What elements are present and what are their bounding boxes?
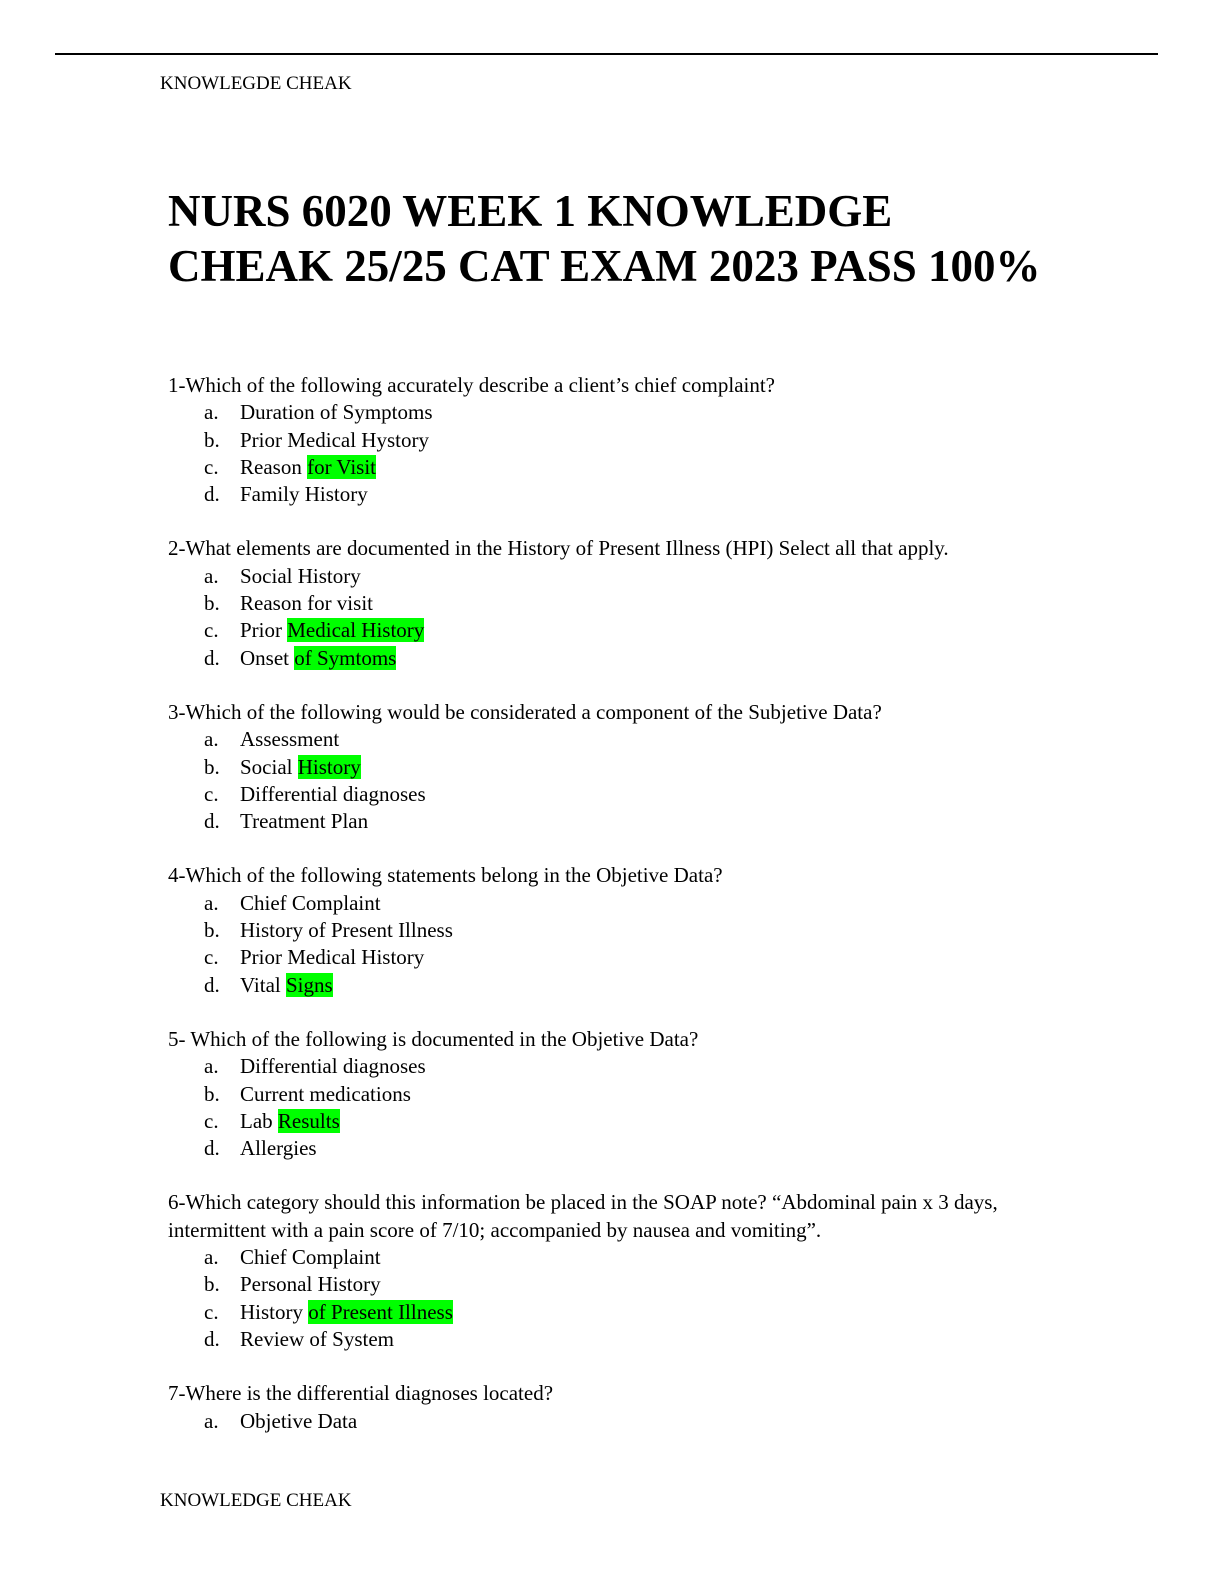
option-item — [168, 1408, 1048, 1435]
option-text: Objetive Data — [240, 1408, 358, 1433]
option-item — [168, 1326, 1048, 1353]
option-letter: b. — [204, 427, 220, 452]
option-item — [168, 1299, 1048, 1326]
top-rule — [55, 53, 1158, 55]
question-text: 7-Where is the differential diagnoses located? — [168, 1381, 554, 1406]
option-letter: a. — [204, 1245, 219, 1270]
option-letter: b. — [204, 754, 220, 779]
option-text: Prior — [240, 618, 288, 643]
option-text: Reason for visit — [240, 591, 373, 616]
option-text: Prior Medical History — [240, 945, 425, 970]
option-item — [168, 427, 1048, 454]
option-item — [168, 726, 1048, 753]
question-list — [168, 372, 1048, 1435]
option-letter: a. — [204, 890, 219, 915]
option-item — [168, 1271, 1048, 1298]
question-6 — [168, 1189, 1048, 1353]
option-item — [168, 1108, 1048, 1135]
option-text: Family History — [240, 482, 368, 507]
option-text: Chief Complaint — [240, 1245, 381, 1270]
question-7 — [168, 1380, 1048, 1435]
option-letter: a. — [204, 727, 219, 752]
question-text: 2-What elements are documented in the History of Present Illness (HPI) Select all that apply. — [168, 536, 949, 561]
option-letter: a. — [204, 1408, 219, 1433]
option-letter: a. — [204, 400, 219, 425]
option-letter: b. — [204, 1081, 220, 1106]
option-text: Onset — [240, 645, 295, 670]
option-letter: d. — [204, 645, 220, 670]
option-letter: c. — [204, 618, 219, 643]
option-letter: c. — [204, 1299, 219, 1324]
option-text: History of Present Illness — [240, 918, 453, 943]
option-item — [168, 590, 1048, 617]
option-letter: b. — [204, 1272, 220, 1297]
option-list — [168, 563, 1048, 672]
page-footer: KNOWLEDGE CHEAK — [160, 1490, 352, 1511]
option-text: Review of System — [240, 1326, 394, 1351]
option-letter: d. — [204, 809, 220, 834]
option-item — [168, 1135, 1048, 1162]
question-2 — [168, 535, 1048, 671]
question-text: 6-Which category should this information be placed in the SOAP note? “Abdominal pain x 3 days, intermittent with a pain score of 7/10; accompanied by nausea and vomiting”. — [168, 1190, 998, 1242]
option-letter: c. — [204, 781, 219, 806]
option-letter: d. — [204, 1136, 220, 1161]
option-item — [168, 454, 1048, 481]
option-item — [168, 944, 1048, 971]
option-text: History — [240, 1299, 309, 1324]
option-text: Social History — [240, 563, 361, 588]
option-text: Current medications — [240, 1081, 411, 1106]
question-3 — [168, 699, 1048, 835]
option-item — [168, 617, 1048, 644]
option-item — [168, 754, 1048, 781]
question-text: 1-Which of the following accurately describe a client’s chief complaint? — [168, 373, 776, 397]
option-letter: a. — [204, 1054, 219, 1079]
option-item — [168, 917, 1048, 944]
option-list — [168, 1244, 1048, 1353]
option-item — [168, 481, 1048, 508]
option-text: Social — [240, 754, 298, 779]
option-item — [168, 808, 1048, 835]
option-text: Vital — [240, 972, 286, 997]
option-letter: d. — [204, 972, 220, 997]
option-item — [168, 1244, 1048, 1271]
option-list — [168, 726, 1048, 835]
highlighted-answer: History — [297, 754, 361, 779]
option-letter: b. — [204, 591, 220, 616]
question-text: 5- Which of the following is documented in the Objetive Data? — [168, 1026, 699, 1051]
option-item — [168, 563, 1048, 590]
option-text: Prior Medical Hystory — [240, 427, 429, 452]
highlighted-answer: for Visit — [307, 454, 377, 479]
question-5 — [168, 1026, 1048, 1162]
option-letter: a. — [204, 563, 219, 588]
document-title: NURS 6020 WEEK 1 KNOWLEDGE CHEAK 25/25 CAT EXAM 2023 PASS 100% — [168, 186, 1041, 291]
option-text: Allergies — [240, 1136, 317, 1161]
option-text: Differential diagnoses — [240, 781, 426, 806]
highlighted-answer: of Symtoms — [294, 645, 397, 670]
option-letter: c. — [204, 945, 219, 970]
option-letter: b. — [204, 918, 220, 943]
option-letter: d. — [204, 1326, 220, 1351]
highlighted-answer: Medical History — [287, 618, 425, 643]
option-list — [168, 890, 1048, 999]
option-item — [168, 781, 1048, 808]
question-text: 3-Which of the following would be considerated a component of the Subjetive Data? — [168, 699, 882, 724]
option-list — [168, 1053, 1048, 1162]
highlighted-answer: Signs — [285, 972, 333, 997]
question-1 — [168, 372, 1048, 508]
option-text: Reason — [240, 454, 308, 479]
option-item — [168, 1081, 1048, 1108]
option-letter: c. — [204, 454, 219, 479]
option-text: Duration of Symptoms — [240, 400, 433, 425]
option-text: Personal History — [240, 1272, 381, 1297]
page-header: KNOWLEGDE CHEAK — [160, 73, 352, 94]
question-text: 4-Which of the following statements belong in the Objetive Data? — [168, 863, 723, 888]
question-4 — [168, 862, 1048, 998]
option-item — [168, 972, 1048, 999]
option-text: Lab — [240, 1108, 278, 1133]
option-text: Treatment Plan — [240, 809, 369, 834]
option-item — [168, 399, 1048, 426]
option-letter: d. — [204, 482, 220, 507]
option-text: Differential diagnoses — [240, 1054, 426, 1079]
highlighted-answer: Results — [277, 1108, 340, 1133]
option-text: Assessment — [240, 727, 340, 752]
option-letter: c. — [204, 1108, 219, 1133]
option-list — [168, 399, 1048, 508]
option-item — [168, 645, 1048, 672]
option-list — [168, 1408, 1048, 1435]
highlighted-answer: of Present Illness — [308, 1299, 453, 1324]
option-item — [168, 890, 1048, 917]
option-item — [168, 1053, 1048, 1080]
option-text: Chief Complaint — [240, 890, 381, 915]
